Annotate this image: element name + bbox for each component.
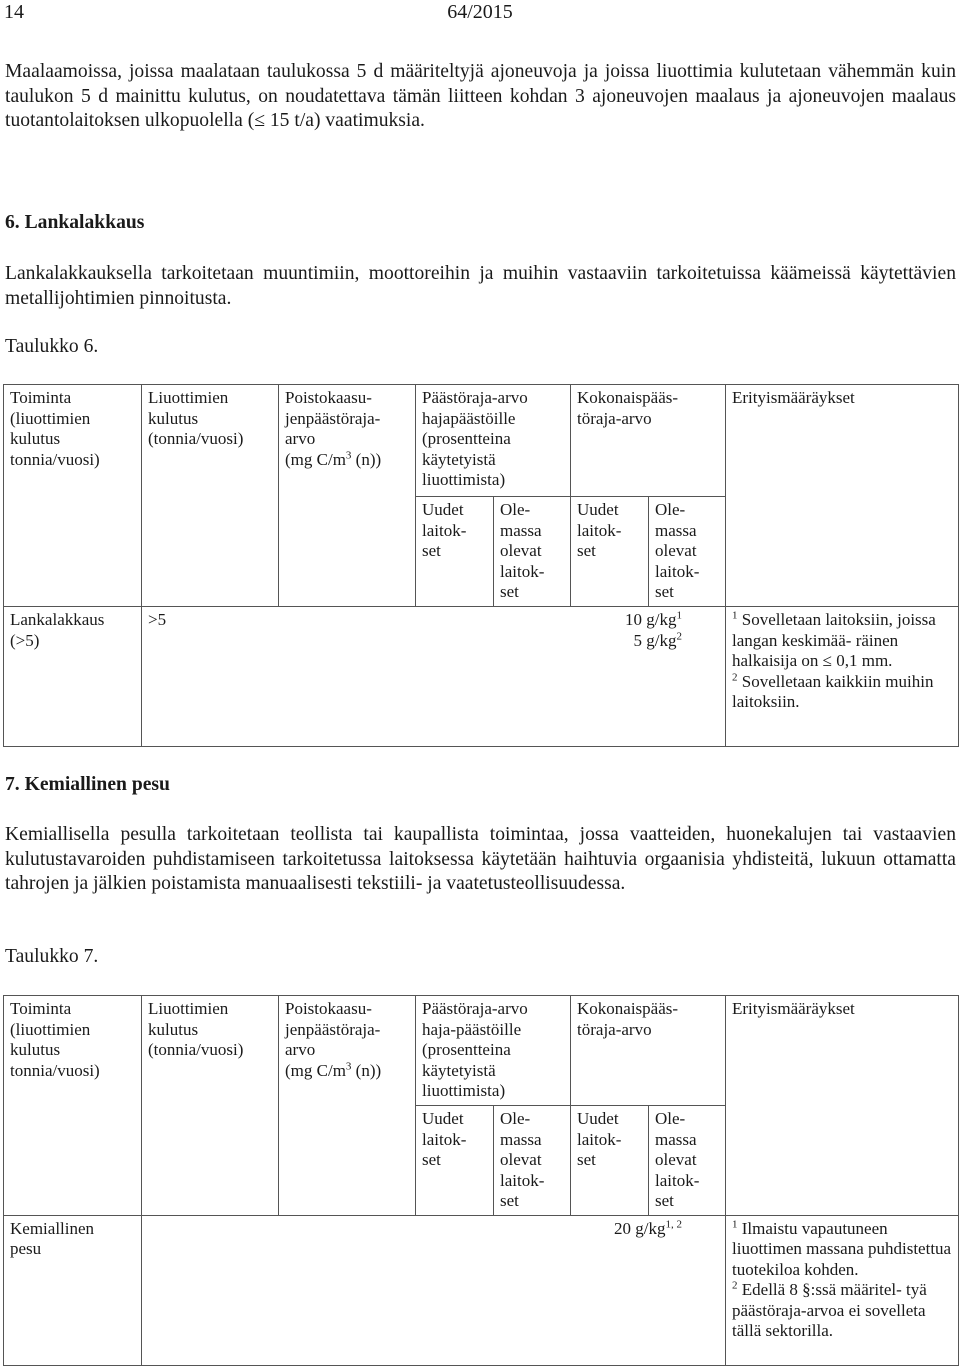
- section-6-heading: 6. Lankalakkaus: [5, 212, 145, 233]
- table-6-header-total-new: Uudet laitok- set: [571, 497, 649, 607]
- table-6-total-limit-values: 10 $g/kg^1$ 5 $g/kg^2$: [625, 609, 682, 650]
- table-6-header-total-limit: Kokonaispääs- töraja-arvo: [571, 385, 726, 497]
- table-7-row-values: [142, 1215, 726, 1365]
- section-7-paragraph: Kemiallisella pesulla tarkoitetaan teollista tai kaupallista toimintaa, jossa vaatteiden, huonekalujen tai vastaavien kulutustavaroiden puhdistamiseen tarkoitetussa laitoksessa käytetään haihtuvia orgaanisia yhdisteitä, lukuun ottamatta tahrojen ja jälkien poistamista manuaalisesti tekstiili- ja vaatetusteollisuudessa.: [5, 824, 956, 894]
- table-7-header-fugitive-existing: Ole- massa olevat laitok- set: [494, 1106, 571, 1216]
- table-6-header-total-existing: Ole- massa olevat laitok- set: [649, 497, 726, 607]
- table-6-header-consumption: Liuottimien kulutus (tonnia/vuosi): [142, 385, 279, 607]
- table-7-header-consumption: Liuottimien kulutus (tonnia/vuosi): [142, 996, 279, 1216]
- table-6-caption: Taulukko 6.: [5, 336, 99, 357]
- section-7-heading: 7. Kemiallinen pesu: [5, 774, 170, 795]
- table-7-header-stack-limit: Poistokaasu- jenpäästöraja- arvo (mg $C/m^3$ (n)): [279, 996, 416, 1216]
- table-6-row-consumption: >5: [148, 610, 167, 629]
- table-7-header-total-existing: Ole- massa olevat laitok- set: [649, 1106, 726, 1216]
- table-6-header-fugitive-new: Uudet laitok- set: [416, 497, 494, 607]
- table-6-header-special: Erityismääräykset: [726, 385, 959, 607]
- table-7-header-special: Erityismääräykset: [726, 996, 959, 1216]
- issue-number: 64/2015: [447, 1, 513, 23]
- table-7-header-fugitive-limit: Päästöraja-arvo haja-päästöille (prosentteina käytetyistä liuottimista): [416, 996, 571, 1106]
- table-6-row-activity: Lankalakkaus (>5): [4, 607, 142, 747]
- table-6-row-values: [142, 607, 726, 747]
- table-7-header-activity: Toiminta (liuottimien kulutus tonnia/vuosi): [4, 996, 142, 1216]
- table-6-header-fugitive-limit: Päästöraja-arvo hajapäästöille (prosentteina käytetyistä liuottimista): [416, 385, 571, 497]
- section-6-paragraph: Lankalakkauksella tarkoitetaan muuntimiin, moottoreihin ja muihin vastaaviin tarkoitetuissa käämeissä käytettävien metallijohtimien pinnoitusta.: [5, 263, 956, 309]
- table-7-row-special: $^1$ Ilmaistu vapautuneen liuottimen massana puhdistettua tuotekiloa kohden. $^2$ Edellä 8 §:ssä määritel- tyä päästöraja-arvoa ei sovelleta tällä sektorilla.: [726, 1215, 959, 1365]
- table-7-caption: Taulukko 7.: [5, 946, 99, 967]
- page-number: 14: [4, 1, 24, 23]
- table-7-total-limit-values: 20 g/kg$^{1, 2}$: [614, 1217, 682, 1238]
- table-6-header-stack-limit: Poistokaasu- jenpäästöraja- arvo (mg $C/m^3$ (n)): [279, 385, 416, 607]
- table-7-header-total-new: Uudet laitok- set: [571, 1106, 649, 1216]
- table-7-header-fugitive-new: Uudet laitok- set: [416, 1106, 494, 1216]
- page-header: [0, 0, 960, 30]
- table-6: [3, 384, 959, 747]
- table-7-row-activity: Kemiallinen pesu: [4, 1215, 142, 1365]
- table-6-header-activity: Toiminta (liuottimien kulutus tonnia/vuosi): [4, 385, 142, 607]
- table-6-row-special: $^1$ Sovelletaan laitoksiin, joissa langan keskimää- räinen halkaisija on ≤ 0,1 mm. $^2$ Sovelletaan kaikkiin muihin laitoksiin.: [726, 607, 959, 747]
- table-6-header-fugitive-existing: Ole- massa olevat laitok- set: [494, 497, 571, 607]
- table-7-header-total-limit: Kokonaispääs- töraja-arvo: [571, 996, 726, 1106]
- table-7: [3, 995, 959, 1366]
- intro-paragraph: Maalaamoissa, joissa maalataan taulukossa 5 d määriteltyjä ajoneuvoja ja joissa liuottimia kulutetaan vähemmän kuin taulukon 5 d mainittu kulutus, on noudatettava tämän liitteen kohdan 3 ajoneuvojen maalaus ja ajoneuvojen maalaus tuotantolaitoksen ulkopuolella (≤ 15 t/a) vaatimuksia.: [5, 61, 956, 131]
